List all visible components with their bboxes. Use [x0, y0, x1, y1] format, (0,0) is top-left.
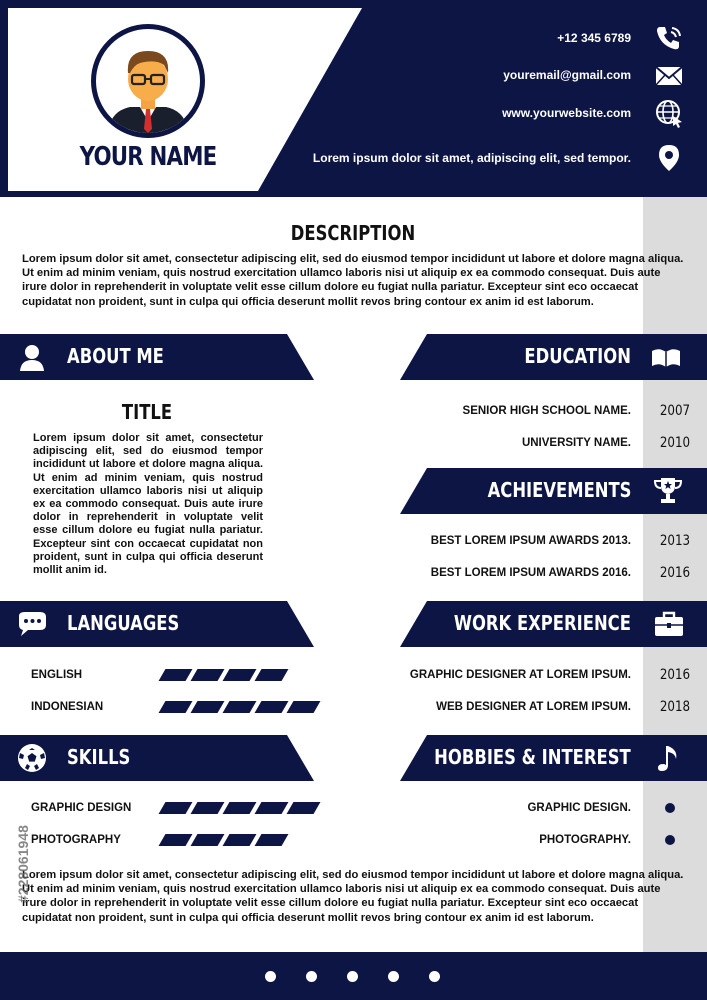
- skill-level-graphic-design: [156, 802, 316, 814]
- page-dot: [429, 971, 440, 982]
- level-segment: [255, 802, 289, 814]
- level-segment: [223, 701, 257, 713]
- language-level-indonesian: [156, 701, 316, 713]
- level-segment: [255, 834, 289, 846]
- language-item-english: ENGLISH: [31, 669, 83, 681]
- music-note-icon: [653, 742, 685, 774]
- location-pin-icon: [654, 143, 684, 173]
- phone-icon: [654, 23, 684, 53]
- hobby-bullet-2: [665, 835, 675, 845]
- education-item-2: UNIVERSITY NAME.: [521, 437, 631, 449]
- education-item-1: SENIOR HIGH SCHOOL NAME.: [462, 405, 631, 417]
- watermark-id: #228061948: [15, 825, 31, 903]
- level-segment: [159, 802, 193, 814]
- skill-item-graphic-design: GRAPHIC DESIGN: [31, 802, 132, 814]
- languages-heading: LANGUAGES: [67, 611, 180, 635]
- achievements-heading: ACHIEVEMENTS: [487, 478, 631, 502]
- language-item-indonesian: INDONESIAN: [31, 701, 104, 713]
- achievement-year-1: 2013: [659, 533, 691, 549]
- level-segment: [287, 701, 321, 713]
- description-text: Lorem ipsum dolor sit amet, consectetur adipiscing elit, sed do eiusmod tempor incididunt ut labore et dolore magna aliqua. Ut enim ad minim veniam, quis nostrud exercitation ullamco laboris nisi ut aliquip ex ea commodo consequat. Duis aute irure dolor in reprehenderit in voluptate velit esse cillum dolore eu fugiat nulla pariatur. Excepteur sint eco occaecat cupidatat non proident, sunt in culpa qui officia deserunt mollit revos bring contour ex anim id est laborum.: [22, 253, 684, 308]
- about-me-heading: ABOUT ME: [67, 344, 164, 368]
- page-dot: [388, 971, 399, 982]
- person-icon: [16, 341, 48, 373]
- globe-icon: [654, 98, 684, 128]
- work-item-2: WEB DESIGNER AT LOREM IPSUM.: [436, 701, 631, 713]
- skills-heading: SKILLS: [67, 745, 131, 769]
- hobby-item-1: GRAPHIC DESIGN.: [527, 802, 631, 814]
- person-avatar-icon: [96, 29, 200, 133]
- work-year-2: 2018: [659, 699, 691, 715]
- work-experience-heading: WORK EXPERIENCE: [453, 611, 631, 635]
- level-segment: [255, 701, 289, 713]
- contact-website: www.yourwebsite.com: [502, 106, 631, 120]
- description-title: DESCRIPTION: [290, 221, 416, 245]
- education-year-2: 2010: [659, 435, 691, 451]
- briefcase-icon: [653, 608, 685, 640]
- work-item-1: GRAPHIC DESIGNER AT LOREM IPSUM.: [409, 669, 631, 681]
- work-year-1: 2016: [659, 667, 691, 683]
- achievement-item-1: BEST LOREM IPSUM AWARDS 2013.: [430, 535, 631, 547]
- page-dot: [347, 971, 358, 982]
- trophy-icon: [652, 474, 684, 506]
- level-segment: [223, 669, 257, 681]
- avatar: [91, 24, 205, 138]
- skill-item-photography: PHOTOGRAPHY: [31, 834, 121, 846]
- contact-phone: +12 345 6789: [557, 31, 631, 45]
- achievement-year-2: 2016: [659, 565, 691, 581]
- level-segment: [159, 834, 193, 846]
- hobby-bullet-1: [665, 803, 675, 813]
- footer-text: Lorem ipsum dolor sit amet, consectetur adipiscing elit, sed do eiusmod tempor incididunt ut labore et dolore magna aliqua. Ut enim ad minim veniam, quis nostrud exercitation ullamco laboris nisi ut aliquip ex ea commodo consequat. Duis aute irure dolor in reprehenderit in voluptate velit esse cillum dolore eu fugiat nulla pariatur. Excepteur sint eco occaecat cupidatat non proident, sunt in culpa qui officia deserunt mollit revos bring contour ex anim id est laborum.: [22, 869, 684, 924]
- contact-address: Lorem ipsum dolor sit amet, adipiscing elit, sed tempor.: [312, 151, 631, 165]
- open-book-icon: [650, 341, 682, 373]
- education-heading: EDUCATION: [524, 344, 631, 368]
- about-title: TITLE: [121, 400, 173, 424]
- language-level-english: [156, 669, 316, 681]
- level-segment: [255, 669, 289, 681]
- achievement-item-2: BEST LOREM IPSUM AWARDS 2016.: [430, 567, 631, 579]
- hobbies-heading: HOBBIES & INTEREST: [434, 745, 631, 769]
- level-segment: [159, 669, 193, 681]
- soccer-ball-icon: [16, 742, 48, 774]
- speech-bubble-icon: [16, 608, 48, 640]
- page-dot: [306, 971, 317, 982]
- skill-level-photography: [156, 834, 316, 846]
- level-segment: [191, 834, 225, 846]
- contact-email: youremail@gmail.com: [503, 68, 631, 82]
- level-segment: [287, 802, 321, 814]
- level-segment: [191, 701, 225, 713]
- level-segment: [159, 701, 193, 713]
- page-dot: [265, 971, 276, 982]
- hobby-item-2: PHOTOGRAPHY.: [539, 834, 631, 846]
- education-year-1: 2007: [659, 403, 691, 419]
- your-name: YOUR NAME: [79, 142, 217, 172]
- about-text: Lorem ipsum dolor sit amet, consectetur adipiscing elit, sed do eiusmod tempor incididunt ut labore et dolore magna aliqua. Ut enim ad minim veniam, quis nostrud exercitation ullamco laboris nisi ut aliquip ex ea commodo consequat. Duis aute irure dolor in reprehenderit in voluptate velit esse cillum dolore eu fugiat nulla pariatur. Excepteur sint con occaecat cupidatat non proident, sunt in culpa qui officia deserunt mollit anim id.: [33, 432, 263, 577]
- mail-icon: [654, 61, 684, 91]
- level-segment: [223, 802, 257, 814]
- level-segment: [191, 802, 225, 814]
- level-segment: [191, 669, 225, 681]
- level-segment: [223, 834, 257, 846]
